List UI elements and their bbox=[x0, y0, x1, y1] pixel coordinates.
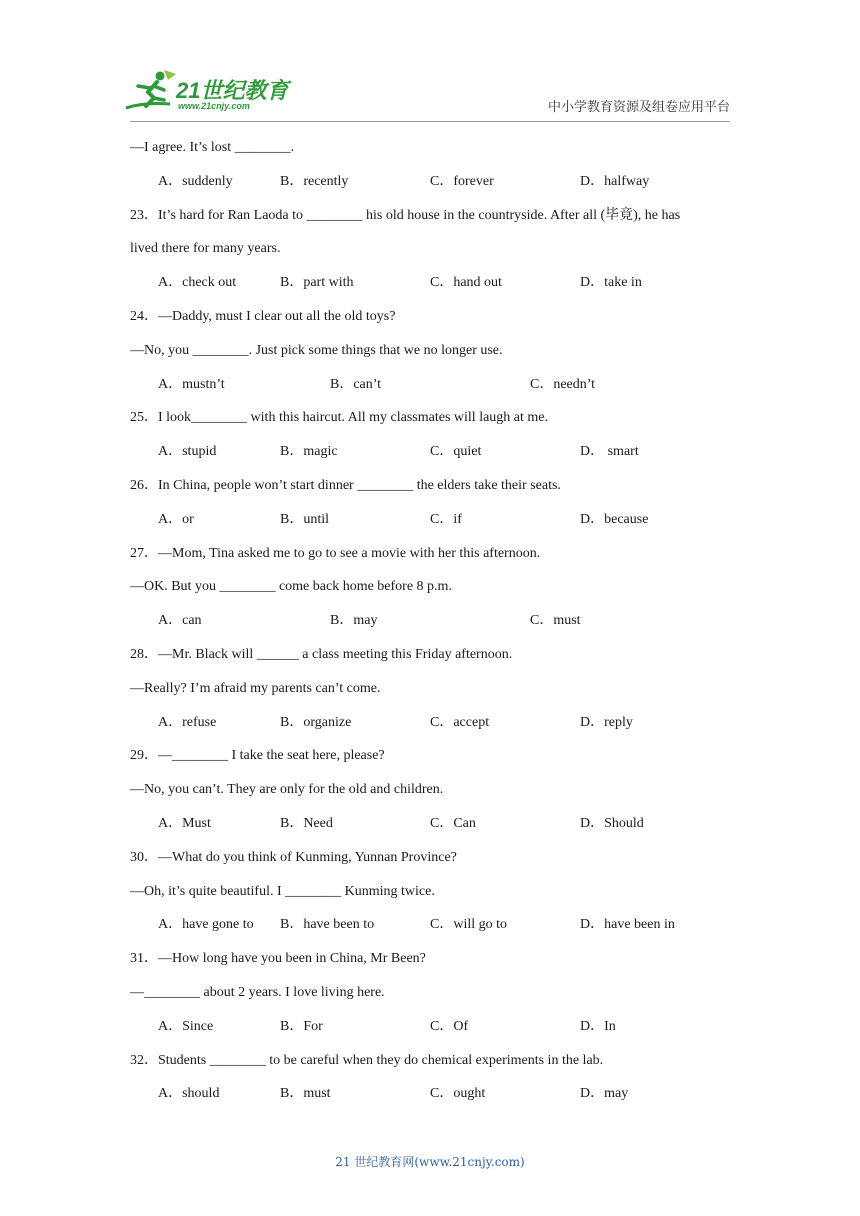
answer-option-a: A．mustn’t bbox=[158, 376, 225, 392]
answer-option-a: A．stupid bbox=[158, 444, 217, 460]
question-line: —I agree. It’s lost ________. bbox=[130, 140, 295, 155]
running-figure-logo-icon bbox=[124, 68, 178, 114]
answer-option-b: B．Need bbox=[280, 815, 333, 831]
answer-option-c: C．needn’t bbox=[530, 376, 596, 392]
answer-option-a: A．should bbox=[158, 1086, 220, 1102]
answer-option-b: B．may bbox=[330, 613, 378, 629]
answer-option-c: C．ought bbox=[430, 1086, 486, 1102]
header-tagline: 中小学教育资源及组卷应用平台 bbox=[547, 100, 730, 115]
answer-option-b: B．have been to bbox=[280, 917, 375, 933]
answer-options-row bbox=[130, 908, 740, 942]
answer-option-d: D．Should bbox=[580, 815, 644, 831]
header-divider bbox=[130, 121, 730, 122]
question-line: 29．—________ I take the seat here, please? bbox=[130, 748, 385, 764]
answer-option-d: D．may bbox=[580, 1086, 629, 1102]
answer-options-row bbox=[130, 604, 740, 638]
answer-options-row bbox=[130, 165, 740, 199]
answer-option-b: B．can’t bbox=[330, 376, 382, 392]
answer-option-d: D．because bbox=[580, 511, 649, 527]
answer-option-d: D． smart bbox=[580, 444, 639, 460]
answer-option-a: A．have gone to bbox=[158, 917, 254, 933]
answer-option-a: A．Since bbox=[158, 1018, 214, 1034]
answer-option-a: A．or bbox=[158, 511, 194, 527]
answer-option-d: D．halfway bbox=[580, 173, 650, 189]
question-line: 25．I look________ with this haircut. All my classmates will laugh at me. bbox=[130, 410, 549, 426]
answer-option-c: C．Of bbox=[430, 1018, 469, 1034]
page-footer: 21 世纪教育网(www.21cnjy.com) bbox=[335, 1155, 525, 1169]
question-line: 24．—Daddy, must I clear out all the old toys? bbox=[130, 308, 396, 324]
question-line: lived there for many years. bbox=[130, 241, 281, 257]
answer-options-row bbox=[130, 266, 740, 300]
question-line: 26．In China, people won’t start dinner ________ the elders take their seats. bbox=[130, 477, 561, 493]
question-line: —Really? I’m afraid my parents can’t come. bbox=[130, 680, 381, 696]
question-line: —No, you can’t. They are only for the old and children. bbox=[130, 782, 444, 798]
answer-option-b: B．organize bbox=[280, 714, 352, 730]
question-line: 27．—Mom, Tina asked me to go to see a movie with her this afternoon. bbox=[130, 545, 541, 561]
answer-option-a: A．suddenly bbox=[158, 173, 233, 189]
answer-option-b: B．For bbox=[280, 1018, 323, 1034]
answer-option-c: C．must bbox=[530, 613, 581, 629]
answer-options-row bbox=[130, 368, 740, 402]
answer-option-b: B．recently bbox=[280, 173, 349, 189]
question-line: —Oh, it’s quite beautiful. I ________ Kunming twice. bbox=[130, 883, 435, 899]
question-line: 31．—How long have you been in China, Mr Been? bbox=[130, 951, 426, 967]
answer-option-b: B．must bbox=[280, 1086, 331, 1102]
answer-option-c: C．quiet bbox=[430, 444, 482, 460]
question-line: 23．It’s hard for Ran Laoda to ________ his old house in the countryside. After all (毕竟), he has bbox=[130, 207, 681, 223]
answer-option-c: C．will go to bbox=[430, 917, 508, 933]
question-line: 30．—What do you think of Kunming, Yunnan Province? bbox=[130, 849, 457, 865]
answer-options-row bbox=[130, 706, 740, 740]
question-list bbox=[130, 131, 740, 1111]
answer-option-d: D．take in bbox=[580, 275, 642, 291]
logo-url: www.21cnjy.com bbox=[178, 101, 250, 111]
site-logo bbox=[124, 68, 294, 118]
answer-option-c: C．accept bbox=[430, 714, 490, 730]
answer-option-c: C．Can bbox=[430, 815, 476, 831]
answer-option-a: A．refuse bbox=[158, 714, 217, 730]
question-line: —OK. But you ________ come back home before 8 p.m. bbox=[130, 579, 452, 595]
answer-options-row bbox=[130, 807, 740, 841]
answer-option-c: C．if bbox=[430, 511, 462, 527]
answer-options-row bbox=[130, 435, 740, 469]
answer-option-d: D．have been in bbox=[580, 917, 675, 933]
question-line: —________ about 2 years. I love living here. bbox=[130, 984, 385, 1000]
logo-text: 21世纪教育 bbox=[176, 78, 289, 103]
question-line: —No, you ________. Just pick some things that we no longer use. bbox=[130, 342, 503, 358]
answer-option-b: B．magic bbox=[280, 444, 338, 460]
answer-option-d: D．reply bbox=[580, 714, 633, 730]
page-header bbox=[0, 0, 860, 125]
answer-options-row bbox=[130, 1077, 740, 1111]
answer-options-row bbox=[130, 503, 740, 537]
question-line: 32．Students ________ to be careful when they do chemical experiments in the lab. bbox=[130, 1052, 604, 1068]
answer-option-a: A．can bbox=[158, 613, 202, 629]
answer-option-d: D．In bbox=[580, 1018, 616, 1034]
answer-options-row bbox=[130, 1010, 740, 1044]
question-line: 28．—Mr. Black will ______ a class meeting this Friday afternoon. bbox=[130, 646, 513, 662]
answer-option-b: B．until bbox=[280, 511, 330, 527]
answer-option-c: C．forever bbox=[430, 173, 494, 189]
answer-option-a: A．Must bbox=[158, 815, 211, 831]
answer-option-a: A．check out bbox=[158, 275, 237, 291]
answer-option-b: B．part with bbox=[280, 275, 354, 291]
answer-option-c: C．hand out bbox=[430, 275, 502, 291]
